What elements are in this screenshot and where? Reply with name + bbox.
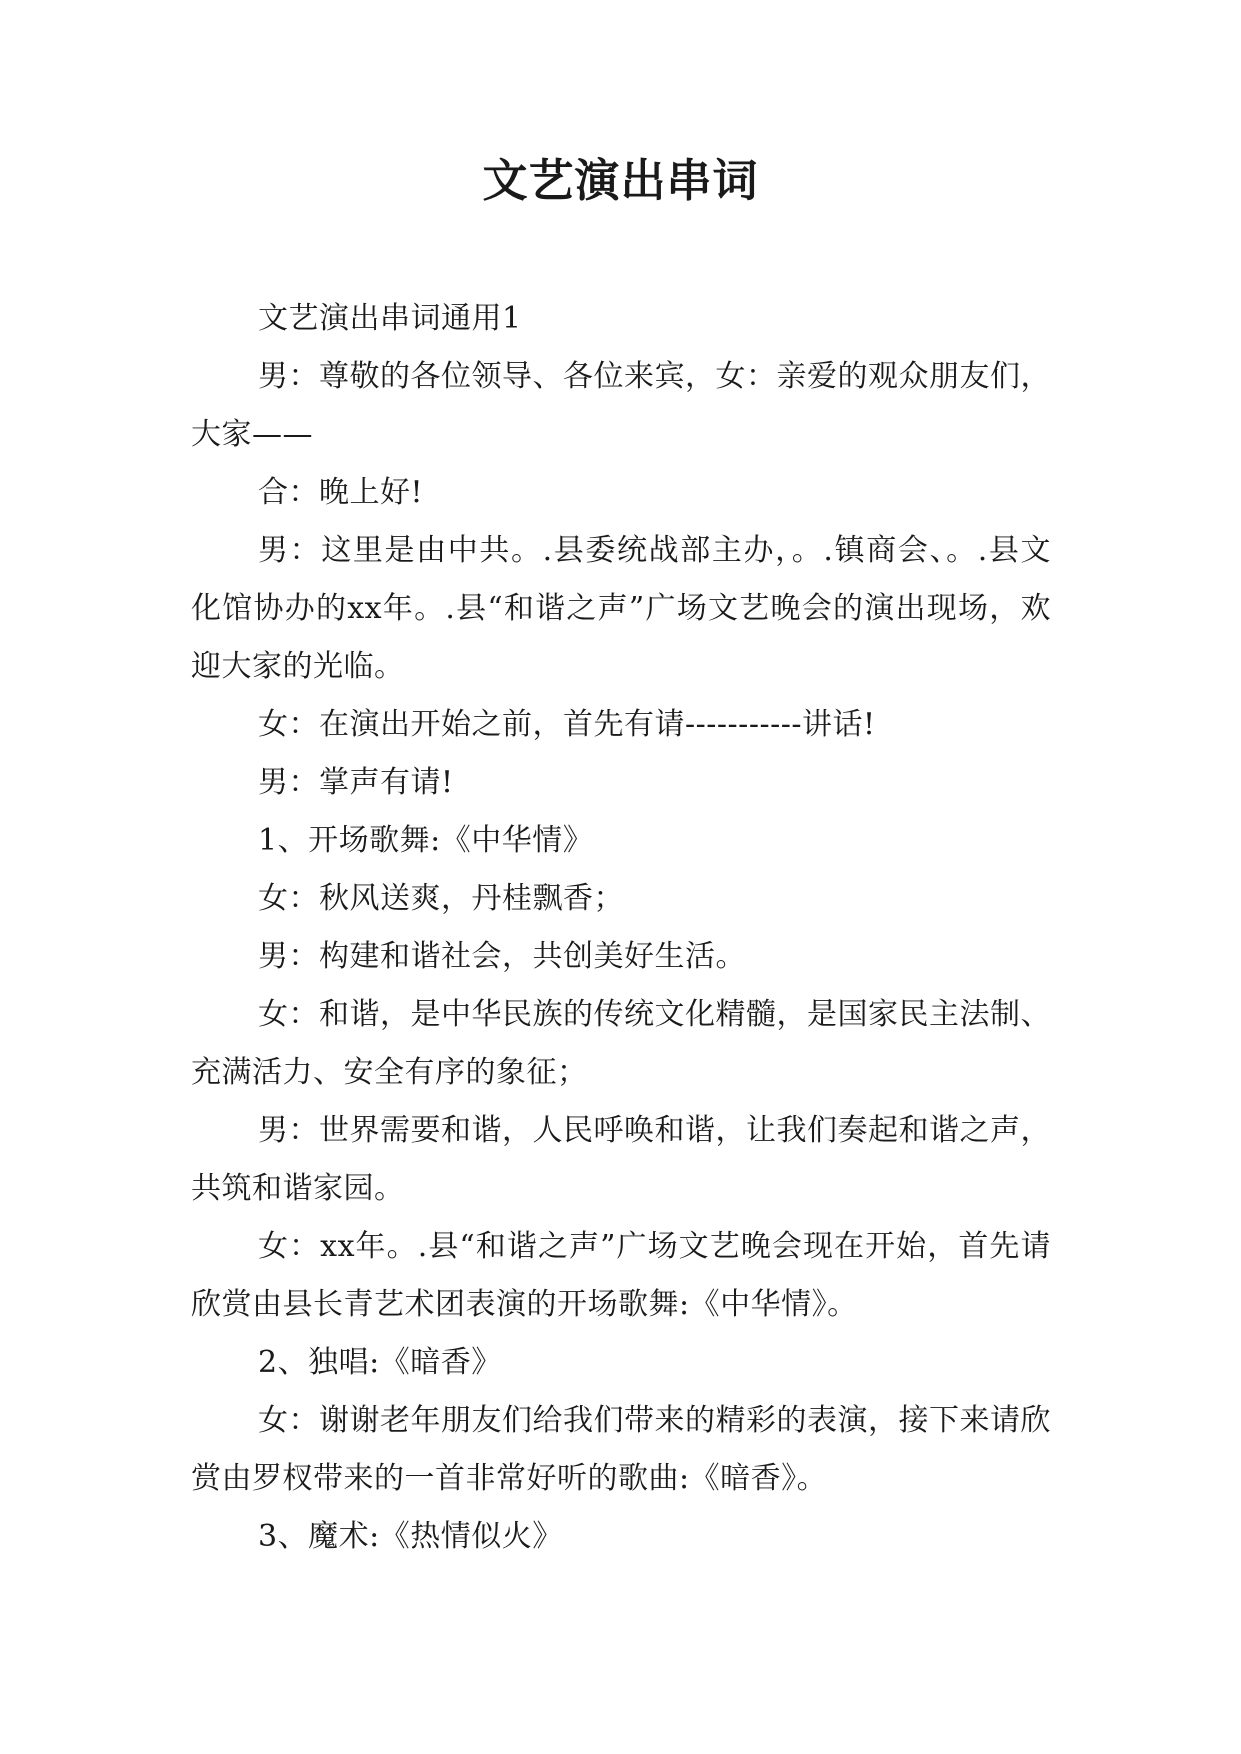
paragraph: 女：谢谢老年朋友们给我们带来的精彩的表演，接下来请欣赏由罗杈带来的一首非常好听的歌曲:《暗香》。 <box>191 1403 1051 1496</box>
paragraph: 男：掌声有请! <box>258 765 454 800</box>
paragraph: 女：秋风送爽，丹桂飘香； <box>258 881 624 916</box>
paragraph: 女：和谐，是中华民族的传统文化精髓，是国家民主法制、充满活力、安全有序的象征； <box>191 997 1051 1090</box>
document-body <box>191 290 1051 1566</box>
paragraph: 2、独唱:《暗香》 <box>258 1345 502 1380</box>
paragraph: 文艺演出串词通用1 <box>258 301 522 336</box>
paragraph: 男：尊敬的各位领导、各位来宾，女：亲爱的观众朋友们，大家—— <box>191 359 1051 452</box>
paragraph: 男：这里是由中共。.县委统战部主办，。.镇商会、。.县文化馆协办的xx年。.县“和谐之声”广场文艺晚会的演出现场，欢迎大家的光临。 <box>191 533 1051 684</box>
paragraph: 女：xx年。.县“和谐之声”广场文艺晚会现在开始，首先请欣赏由县长青艺术团表演的开场歌舞:《中华情》。 <box>191 1229 1051 1322</box>
document-title: 文艺演出串词 <box>482 154 759 207</box>
paragraph: 1、开场歌舞:《中华情》 <box>258 823 594 858</box>
paragraph: 男：世界需要和谐，人民呼唤和谐，让我们奏起和谐之声，共筑和谐家园。 <box>191 1113 1051 1206</box>
paragraph: 3、魔术:《热情似火》 <box>258 1519 563 1554</box>
paragraph: 男：构建和谐社会，共创美好生活。 <box>258 939 746 974</box>
paragraph: 合：晚上好! <box>258 475 424 510</box>
paragraph: 女：在演出开始之前，首先有请-----------讲话! <box>258 707 876 742</box>
